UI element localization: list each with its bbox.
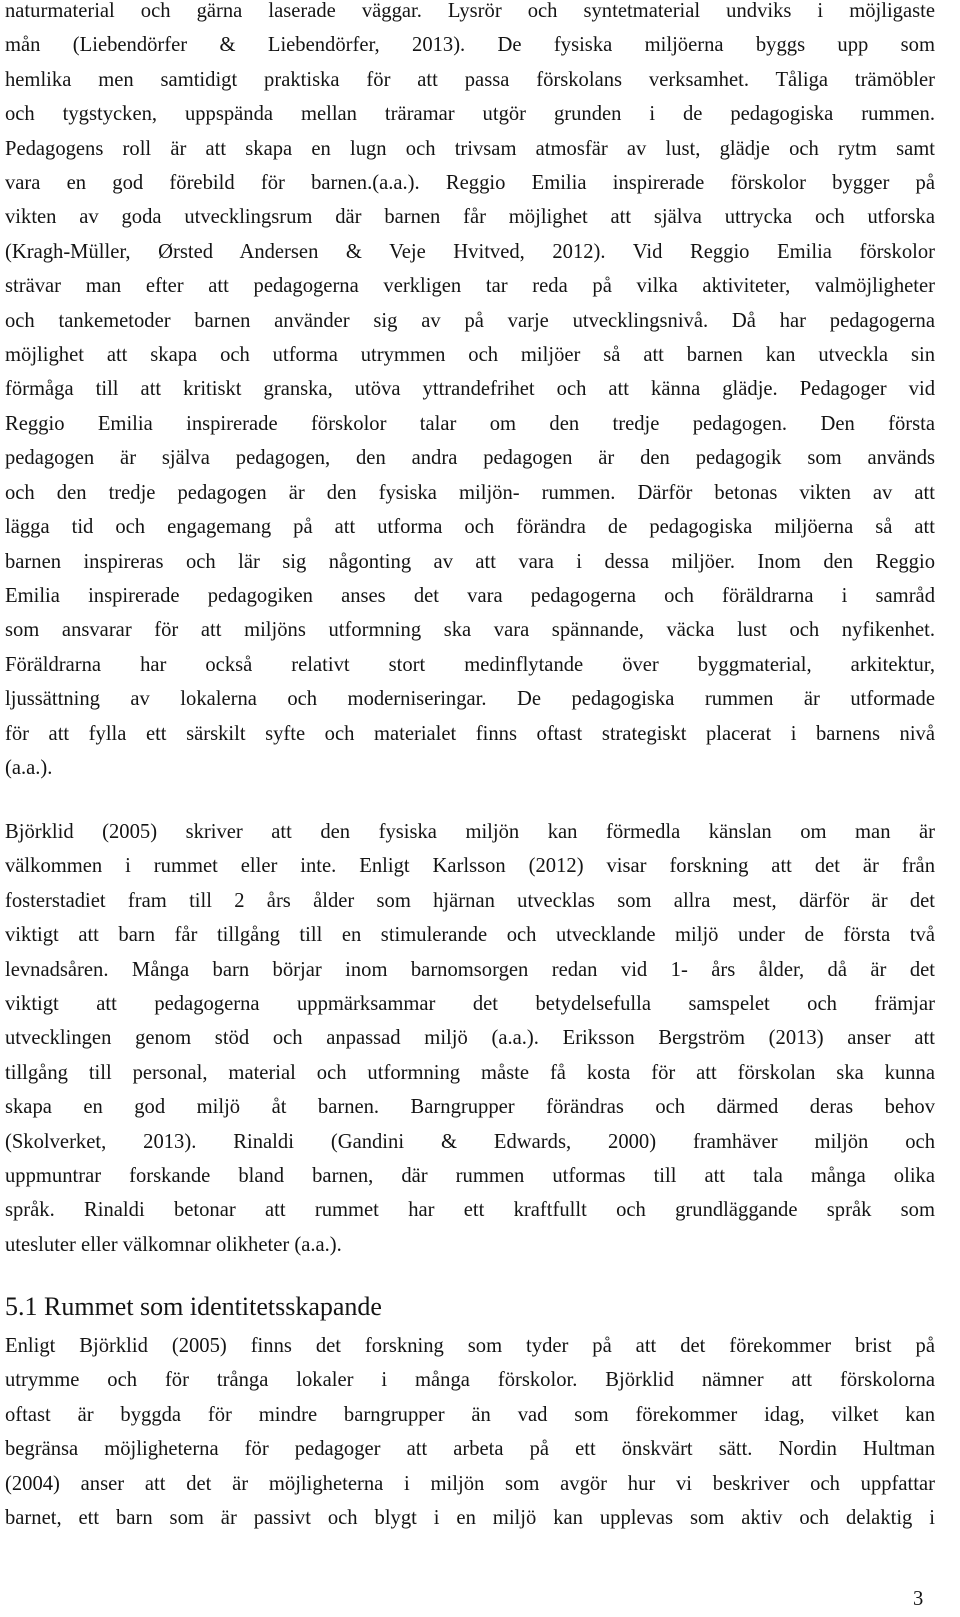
text-line: Pedagogens roll är att skapa en lugn och trivsam atmosfär av lust, glädje och rytm samt [5,137,935,160]
text-line: levnadsåren. Många barn börjar inom barnomsorgen redan vid 1- års ålder, då är det [5,958,935,981]
text-line: och tankemetoder barnen använder sig av på varje utvecklingsnivå. Då har pedagogerna [5,309,935,332]
text-line: naturmaterial och gärna laserade väggar. Lysrör och syntetmaterial undviks i möjligaste [5,0,935,22]
text-line: möjlighet att skapa och utforma utrymmen och miljöer så att barnen kan utveckla sin [5,344,935,367]
text-line: viktigt att pedagogerna uppmärksammar det betydelsefulla samspelet och främjar [5,993,935,1016]
text-line: språk. Rinaldi betonar att rummet har ett kraftfullt och grundläggande språk som [5,1199,935,1222]
text-line: för att fylla ett särskilt syfte och materialet finns oftast strategiskt placerat i barnens nivå [5,722,935,745]
text-line: utrymme och för trånga lokaler i många förskolor. Björklid nämner att förskolorna [5,1369,935,1392]
section-heading: 5.1 Rummet som identitetsskapande [5,1292,382,1321]
text-line: Föräldrarna har också relativt stort medinflytande över byggmaterial, arkitektur, [5,653,935,676]
text-line: (a.a.). [5,756,53,779]
text-line: Björklid (2005) skriver att den fysiska miljön kan förmedla känslan om man är [5,821,935,843]
paragraph-miljo-reggio-emilia [5,0,935,785]
text-line: viktigt att barn får tillgång till en stimulerande och utvecklande miljö under de första två [5,924,935,947]
text-line: Reggio Emilia inspirerade förskolor talar om den tredje pedagogen. Den första [5,412,935,435]
text-line: ljussättning av lokalerna och moderniseringar. De pedagogiska rummen är utformade [5,688,935,711]
text-line: hemlika men samtidigt praktiska för att passa förskolans verksamhet. Tåliga trämöbler [5,68,935,91]
text-line: utesluter eller välkomnar olikheter (a.a.). [5,1233,342,1256]
text-line: (Kragh-Müller, Ørsted Andersen & Veje Hvitved, 2012). Vid Reggio Emilia förskolor [5,240,935,263]
text-line: mån (Liebendörfer & Liebendörfer, 2013). De fysiska miljöerna byggs upp som [5,34,935,57]
text-line: tillgång till personal, material och utformning måste få kosta för att förskolan ska kunna [5,1061,935,1084]
text-line: fosterstadiet fram till 2 års ålder som hjärnan utvecklas som allra mest, därför är det [5,889,935,912]
text-line: välkommen i rummet eller inte. Enligt Karlsson (2012) visar forskning att det är från [5,855,935,878]
text-line: strävar man efter att pedagogerna verkligen tar reda på vilka aktiviteter, valmöjligheter [5,275,935,298]
paragraph-rummet-identitet [5,1329,935,1535]
text-line: Emilia inspirerade pedagogiken anses det vara pedagogerna och föräldrarna i samråd [5,584,935,607]
text-line: pedagogen är själva pedagogen, den andra pedagogen är den pedagogik som används [5,447,935,470]
text-line: och tygstycken, uppspända mellan träramar utgör grunden i de pedagogiska rummen. [5,103,935,126]
text-line: och den tredje pedagogen är den fysiska miljön- rummen. Därför betonas vikten av att [5,481,935,504]
paragraph-fysisk-miljo [5,815,935,1262]
text-line: vikten av goda utvecklingsrum där barnen får möjlighet att själva uttrycka och utforska [5,206,935,229]
text-line: begränsa möjligheterna för pedagoger att arbeta på ett önskvärt sätt. Nordin Hultman [5,1438,935,1461]
page-number: 3 [913,1588,924,1610]
text-line: vara en god förebild för barnen.(a.a.). Reggio Emilia inspirerade förskolor bygger på [5,172,935,195]
text-line: oftast är byggda för mindre barngrupper än vad som förekommer idag, vilket kan [5,1403,935,1426]
text-line: (2004) anser att det är möjligheterna i miljön som avgör hur vi beskriver och uppfattar [5,1472,935,1495]
text-line: lägga tid och engagemang på att utforma och förändra de pedagogiska miljöerna så att [5,516,935,539]
text-line: barnen inspireras och lär sig någonting av att vara i dessa miljöer. Inom den Reggio [5,550,935,573]
text-line: utvecklingen genom stöd och anpassad miljö (a.a.). Eriksson Bergström (2013) anser att [5,1027,935,1050]
text-line: barnet, ett barn som är passivt och blygt i en miljö kan upplevas som aktiv och delaktig i [5,1507,935,1530]
text-line: Enligt Björklid (2005) finns det forskning som tyder på att det förekommer brist på [5,1335,935,1357]
text-line: uppmuntrar forskande bland barnen, där rummen utformas till att tala många olika [5,1165,935,1188]
text-line: förmåga till att kritiskt granska, utöva yttrandefrihet och att känna glädje. Pedagoger vid [5,378,935,401]
text-line: (Skolverket, 2013). Rinaldi (Gandini & Edwards, 2000) framhäver miljön och [5,1130,935,1153]
text-line: skapa en god miljö åt barnen. Barngrupper förändras och därmed deras behov [5,1096,935,1119]
text-line: som ansvarar för att miljöns utformning ska vara spännande, väcka lust och nyfikenhet. [5,619,935,642]
